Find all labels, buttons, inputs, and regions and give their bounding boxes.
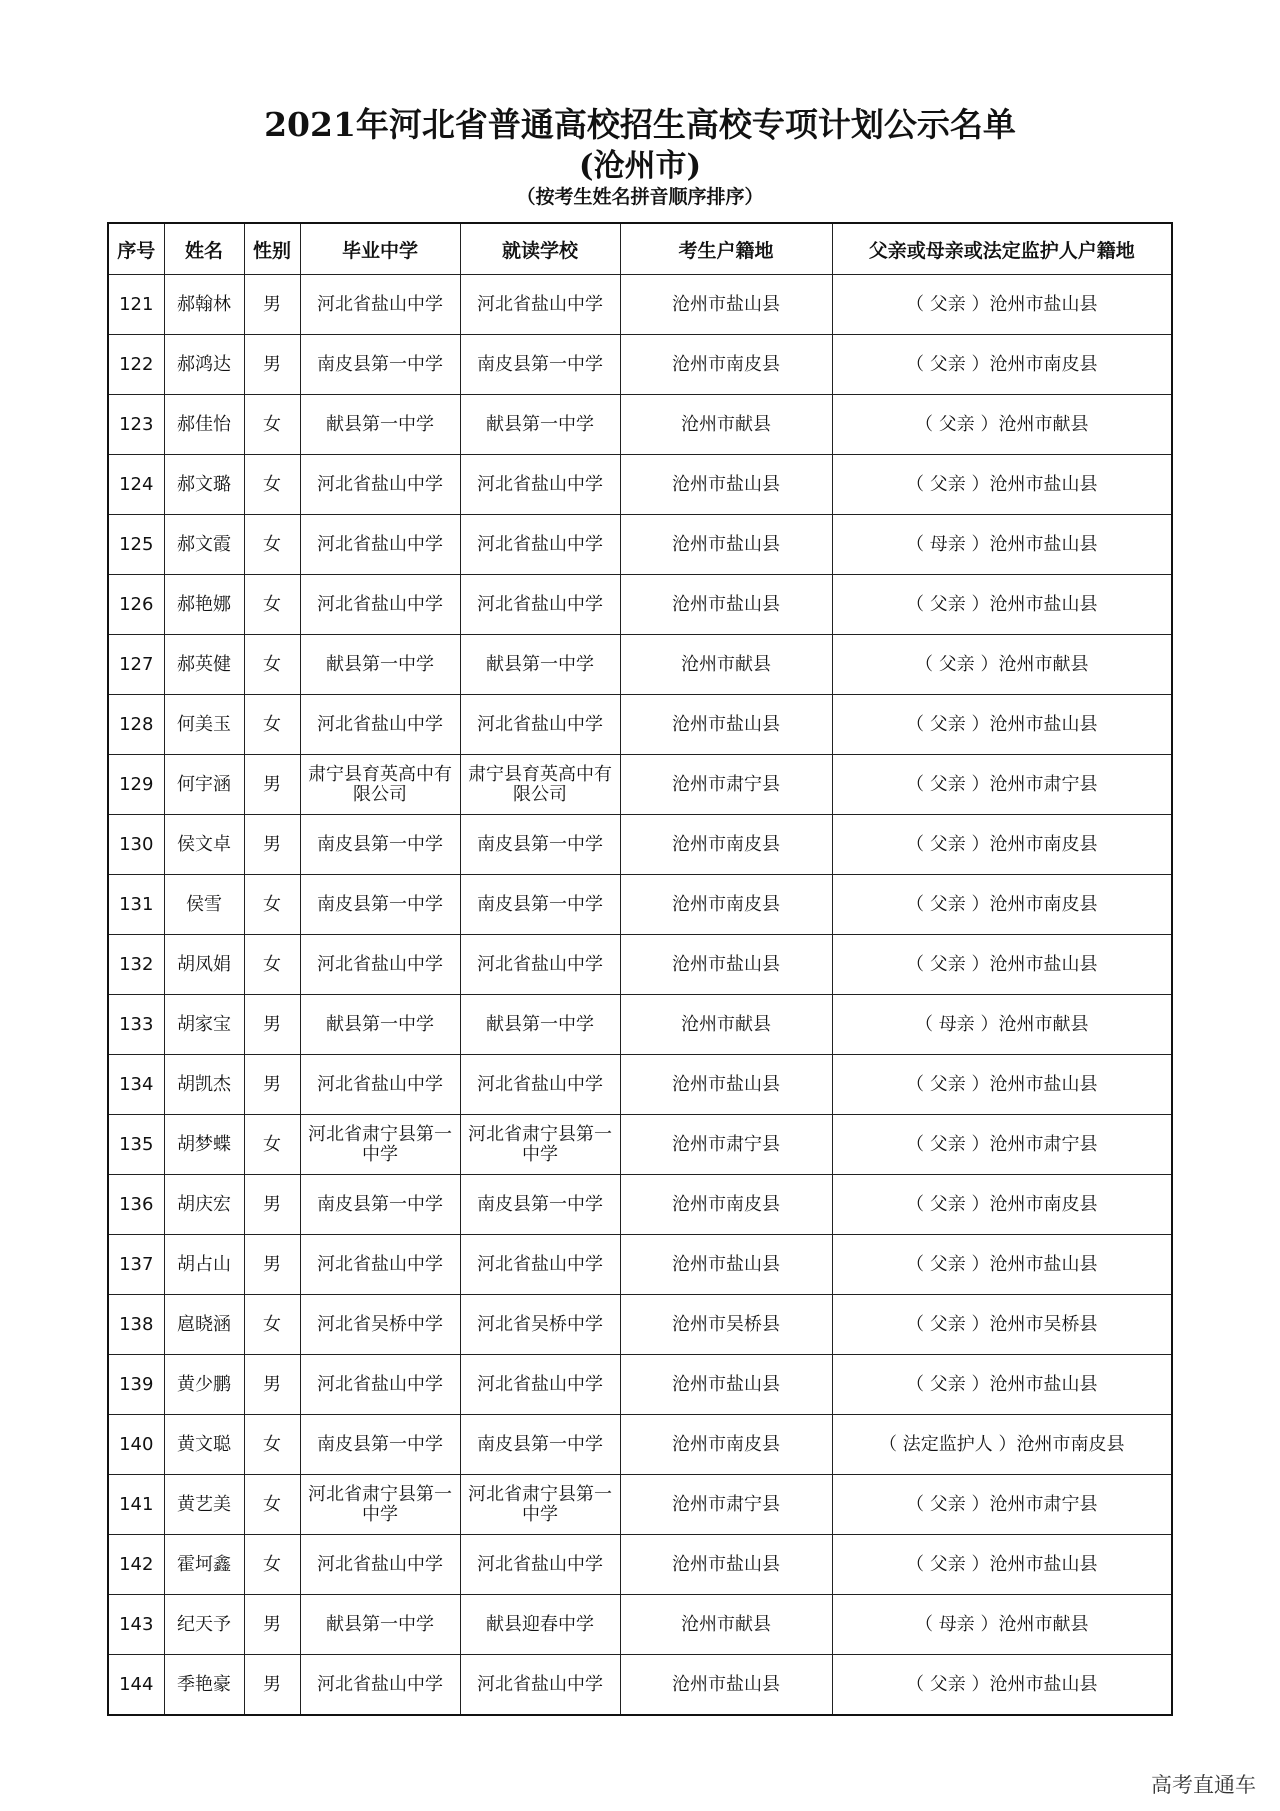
cell-hukou: 沧州市肃宁县 (620, 1115, 832, 1175)
cell-name: 扈晓涵 (164, 1295, 244, 1355)
cell-no: 141 (108, 1475, 164, 1535)
cell-guardian-hukou: （ 法定监护人 ）沧州市南皮县 (832, 1415, 1172, 1475)
cell-current-school: 献县迎春中学 (460, 1595, 620, 1655)
cell-guardian-hukou: （ 父亲 ）沧州市盐山县 (832, 455, 1172, 515)
cell-gender: 男 (244, 1175, 300, 1235)
cell-guardian-hukou: （ 父亲 ）沧州市盐山县 (832, 1655, 1172, 1716)
cell-guardian-hukou: （ 父亲 ）沧州市盐山县 (832, 275, 1172, 335)
cell-grad-school: 南皮县第一中学 (300, 815, 460, 875)
cell-guardian-hukou: （ 父亲 ）沧州市盐山县 (832, 1055, 1172, 1115)
cell-grad-school: 南皮县第一中学 (300, 1175, 460, 1235)
col-header-name: 姓名 (164, 223, 244, 275)
table-body (108, 275, 1172, 1716)
cell-name: 黄艺美 (164, 1475, 244, 1535)
table-row (108, 1235, 1172, 1295)
col-header-grad-school: 毕业中学 (300, 223, 460, 275)
cell-name: 胡占山 (164, 1235, 244, 1295)
table-row (108, 1295, 1172, 1355)
cell-guardian-hukou: （ 父亲 ）沧州市南皮县 (832, 875, 1172, 935)
cell-hukou: 沧州市盐山县 (620, 575, 832, 635)
cell-hukou: 沧州市献县 (620, 1595, 832, 1655)
cell-grad-school: 河北省盐山中学 (300, 1655, 460, 1716)
cell-hukou: 沧州市盐山县 (620, 935, 832, 995)
cell-grad-school: 河北省盐山中学 (300, 1235, 460, 1295)
cell-hukou: 沧州市盐山县 (620, 275, 832, 335)
cell-gender: 男 (244, 755, 300, 815)
cell-gender: 男 (244, 1595, 300, 1655)
cell-hukou: 沧州市盐山县 (620, 1055, 832, 1115)
cell-no: 128 (108, 695, 164, 755)
cell-current-school: 河北省盐山中学 (460, 1355, 620, 1415)
cell-name: 胡庆宏 (164, 1175, 244, 1235)
cell-gender: 女 (244, 455, 300, 515)
cell-grad-school: 河北省吴桥中学 (300, 1295, 460, 1355)
cell-no: 139 (108, 1355, 164, 1415)
page-subtitle: (沧州市) (578, 148, 702, 184)
cell-gender: 女 (244, 1535, 300, 1595)
table-row (108, 695, 1172, 755)
cell-current-school: 河北省吴桥中学 (460, 1295, 620, 1355)
cell-no: 135 (108, 1115, 164, 1175)
cell-gender: 女 (244, 395, 300, 455)
cell-guardian-hukou: （ 父亲 ）沧州市盐山县 (832, 575, 1172, 635)
cell-current-school: 南皮县第一中学 (460, 815, 620, 875)
col-header-guardian-hukou: 父亲或母亲或法定监护人户籍地 (832, 223, 1172, 275)
cell-gender: 女 (244, 515, 300, 575)
cell-hukou: 沧州市盐山县 (620, 455, 832, 515)
cell-current-school: 南皮县第一中学 (460, 1415, 620, 1475)
cell-grad-school: 献县第一中学 (300, 1595, 460, 1655)
cell-no: 126 (108, 575, 164, 635)
cell-hukou: 沧州市肃宁县 (620, 755, 832, 815)
col-header-hukou: 考生户籍地 (620, 223, 832, 275)
cell-no: 129 (108, 755, 164, 815)
col-header-current-school: 就读学校 (460, 223, 620, 275)
cell-name: 郝文霞 (164, 515, 244, 575)
cell-current-school: 南皮县第一中学 (460, 1175, 620, 1235)
cell-grad-school: 河北省盐山中学 (300, 935, 460, 995)
cell-name: 纪天予 (164, 1595, 244, 1655)
cell-name: 郝鸿达 (164, 335, 244, 395)
table-row (108, 875, 1172, 935)
cell-grad-school: 河北省盐山中学 (300, 275, 460, 335)
cell-gender: 男 (244, 1355, 300, 1415)
table-row (108, 1475, 1172, 1535)
cell-no: 140 (108, 1415, 164, 1475)
cell-current-school: 河北省盐山中学 (460, 695, 620, 755)
cell-hukou: 沧州市南皮县 (620, 1415, 832, 1475)
cell-guardian-hukou: （ 父亲 ）沧州市盐山县 (832, 935, 1172, 995)
cell-current-school: 河北省肃宁县第一中学 (460, 1475, 620, 1535)
cell-current-school: 河北省盐山中学 (460, 515, 620, 575)
cell-hukou: 沧州市南皮县 (620, 875, 832, 935)
table-row (108, 455, 1172, 515)
cell-grad-school: 南皮县第一中学 (300, 875, 460, 935)
table-row (108, 755, 1172, 815)
cell-name: 何美玉 (164, 695, 244, 755)
cell-hukou: 沧州市盐山县 (620, 1235, 832, 1295)
cell-gender: 男 (244, 275, 300, 335)
cell-grad-school: 南皮县第一中学 (300, 335, 460, 395)
cell-gender: 男 (244, 995, 300, 1055)
cell-name: 胡凯杰 (164, 1055, 244, 1115)
cell-guardian-hukou: （ 父亲 ）沧州市南皮县 (832, 1175, 1172, 1235)
cell-hukou: 沧州市南皮县 (620, 335, 832, 395)
cell-current-school: 南皮县第一中学 (460, 875, 620, 935)
cell-no: 138 (108, 1295, 164, 1355)
cell-no: 133 (108, 995, 164, 1055)
cell-name: 郝英健 (164, 635, 244, 695)
cell-no: 125 (108, 515, 164, 575)
cell-current-school: 河北省盐山中学 (460, 275, 620, 335)
cell-name: 胡凤娟 (164, 935, 244, 995)
cell-gender: 女 (244, 1115, 300, 1175)
cell-current-school: 河北省盐山中学 (460, 1235, 620, 1295)
page-title: 2021年河北省普通高校招生高校专项计划公示名单 (264, 105, 1016, 144)
cell-gender: 男 (244, 815, 300, 875)
cell-grad-school: 河北省盐山中学 (300, 1355, 460, 1415)
cell-no: 144 (108, 1655, 164, 1716)
cell-name: 何宇涵 (164, 755, 244, 815)
cell-name: 侯雪 (164, 875, 244, 935)
cell-current-school: 河北省盐山中学 (460, 935, 620, 995)
cell-grad-school: 南皮县第一中学 (300, 1415, 460, 1475)
cell-no: 127 (108, 635, 164, 695)
cell-guardian-hukou: （ 父亲 ）沧州市盐山县 (832, 1235, 1172, 1295)
cell-hukou: 沧州市盐山县 (620, 1355, 832, 1415)
cell-guardian-hukou: （ 父亲 ）沧州市盐山县 (832, 1535, 1172, 1595)
cell-grad-school: 河北省肃宁县第一中学 (300, 1475, 460, 1535)
cell-guardian-hukou: （ 父亲 ）沧州市盐山县 (832, 1355, 1172, 1415)
cell-no: 142 (108, 1535, 164, 1595)
cell-gender: 男 (244, 1655, 300, 1716)
table-row (108, 1595, 1172, 1655)
table-row (108, 1175, 1172, 1235)
table-row (108, 575, 1172, 635)
sort-note: （按考生姓名拼音顺序排序） (516, 186, 764, 208)
cell-grad-school: 河北省盐山中学 (300, 1055, 460, 1115)
cell-no: 137 (108, 1235, 164, 1295)
cell-name: 郝艳娜 (164, 575, 244, 635)
table-row (108, 935, 1172, 995)
col-header-no: 序号 (108, 223, 164, 275)
cell-name: 季艳豪 (164, 1655, 244, 1716)
table-row (108, 1055, 1172, 1115)
cell-hukou: 沧州市盐山县 (620, 1655, 832, 1716)
cell-guardian-hukou: （ 父亲 ）沧州市吴桥县 (832, 1295, 1172, 1355)
table-row (108, 395, 1172, 455)
cell-name: 郝翰林 (164, 275, 244, 335)
cell-hukou: 沧州市南皮县 (620, 815, 832, 875)
roster-table (107, 222, 1173, 1716)
cell-guardian-hukou: （ 父亲 ）沧州市肃宁县 (832, 1115, 1172, 1175)
table-row (108, 1355, 1172, 1415)
cell-hukou: 沧州市献县 (620, 395, 832, 455)
cell-name: 侯文卓 (164, 815, 244, 875)
cell-current-school: 献县第一中学 (460, 635, 620, 695)
cell-grad-school: 献县第一中学 (300, 635, 460, 695)
cell-gender: 男 (244, 335, 300, 395)
cell-current-school: 河北省盐山中学 (460, 1535, 620, 1595)
cell-current-school: 河北省盐山中学 (460, 455, 620, 515)
cell-guardian-hukou: （ 母亲 ）沧州市献县 (832, 995, 1172, 1055)
cell-hukou: 沧州市盐山县 (620, 1535, 832, 1595)
cell-gender: 女 (244, 1415, 300, 1475)
cell-grad-school: 河北省盐山中学 (300, 455, 460, 515)
cell-hukou: 沧州市献县 (620, 995, 832, 1055)
cell-current-school: 南皮县第一中学 (460, 335, 620, 395)
cell-grad-school: 献县第一中学 (300, 995, 460, 1055)
cell-no: 130 (108, 815, 164, 875)
cell-name: 郝佳怡 (164, 395, 244, 455)
cell-guardian-hukou: （ 父亲 ）沧州市南皮县 (832, 335, 1172, 395)
col-header-gender: 性别 (244, 223, 300, 275)
cell-gender: 女 (244, 875, 300, 935)
cell-name: 胡梦蝶 (164, 1115, 244, 1175)
cell-guardian-hukou: （ 母亲 ）沧州市盐山县 (832, 515, 1172, 575)
cell-no: 132 (108, 935, 164, 995)
cell-hukou: 沧州市南皮县 (620, 1175, 832, 1235)
cell-current-school: 河北省盐山中学 (460, 1055, 620, 1115)
table-row (108, 275, 1172, 335)
cell-no: 123 (108, 395, 164, 455)
table-row (108, 1415, 1172, 1475)
cell-gender: 女 (244, 635, 300, 695)
cell-grad-school: 献县第一中学 (300, 395, 460, 455)
cell-no: 121 (108, 275, 164, 335)
cell-name: 郝文璐 (164, 455, 244, 515)
cell-gender: 女 (244, 1295, 300, 1355)
cell-gender: 女 (244, 1475, 300, 1535)
cell-gender: 女 (244, 935, 300, 995)
table-row (108, 995, 1172, 1055)
cell-no: 124 (108, 455, 164, 515)
table-row (108, 635, 1172, 695)
cell-name: 霍坷鑫 (164, 1535, 244, 1595)
cell-no: 143 (108, 1595, 164, 1655)
table-row (108, 815, 1172, 875)
cell-no: 134 (108, 1055, 164, 1115)
cell-name: 胡家宝 (164, 995, 244, 1055)
cell-guardian-hukou: （ 父亲 ）沧州市盐山县 (832, 695, 1172, 755)
cell-hukou: 沧州市盐山县 (620, 515, 832, 575)
table-row (108, 1655, 1172, 1716)
table-header-row (108, 223, 1172, 275)
table-row (108, 1535, 1172, 1595)
cell-no: 136 (108, 1175, 164, 1235)
table-row (108, 515, 1172, 575)
cell-gender: 男 (244, 1055, 300, 1115)
cell-hukou: 沧州市盐山县 (620, 695, 832, 755)
cell-grad-school: 河北省肃宁县第一中学 (300, 1115, 460, 1175)
cell-current-school: 献县第一中学 (460, 995, 620, 1055)
cell-grad-school: 河北省盐山中学 (300, 575, 460, 635)
cell-guardian-hukou: （ 父亲 ）沧州市肃宁县 (832, 1475, 1172, 1535)
cell-current-school: 河北省肃宁县第一中学 (460, 1115, 620, 1175)
cell-grad-school: 肃宁县育英高中有限公司 (300, 755, 460, 815)
table-row (108, 1115, 1172, 1175)
cell-guardian-hukou: （ 父亲 ）沧州市献县 (832, 395, 1172, 455)
cell-gender: 男 (244, 1235, 300, 1295)
watermark-text: 高考直通车 (1151, 1773, 1256, 1797)
cell-guardian-hukou: （ 父亲 ）沧州市献县 (832, 635, 1172, 695)
cell-hukou: 沧州市吴桥县 (620, 1295, 832, 1355)
cell-current-school: 河北省盐山中学 (460, 575, 620, 635)
cell-gender: 女 (244, 695, 300, 755)
cell-name: 黄文聪 (164, 1415, 244, 1475)
cell-hukou: 沧州市献县 (620, 635, 832, 695)
cell-current-school: 献县第一中学 (460, 395, 620, 455)
cell-grad-school: 河北省盐山中学 (300, 695, 460, 755)
cell-current-school: 肃宁县育英高中有限公司 (460, 755, 620, 815)
cell-guardian-hukou: （ 母亲 ）沧州市献县 (832, 1595, 1172, 1655)
cell-name: 黄少鹏 (164, 1355, 244, 1415)
cell-current-school: 河北省盐山中学 (460, 1655, 620, 1716)
cell-gender: 女 (244, 575, 300, 635)
table-row (108, 335, 1172, 395)
cell-no: 131 (108, 875, 164, 935)
cell-grad-school: 河北省盐山中学 (300, 1535, 460, 1595)
cell-no: 122 (108, 335, 164, 395)
cell-guardian-hukou: （ 父亲 ）沧州市肃宁县 (832, 755, 1172, 815)
cell-grad-school: 河北省盐山中学 (300, 515, 460, 575)
cell-guardian-hukou: （ 父亲 ）沧州市南皮县 (832, 815, 1172, 875)
cell-hukou: 沧州市肃宁县 (620, 1475, 832, 1535)
